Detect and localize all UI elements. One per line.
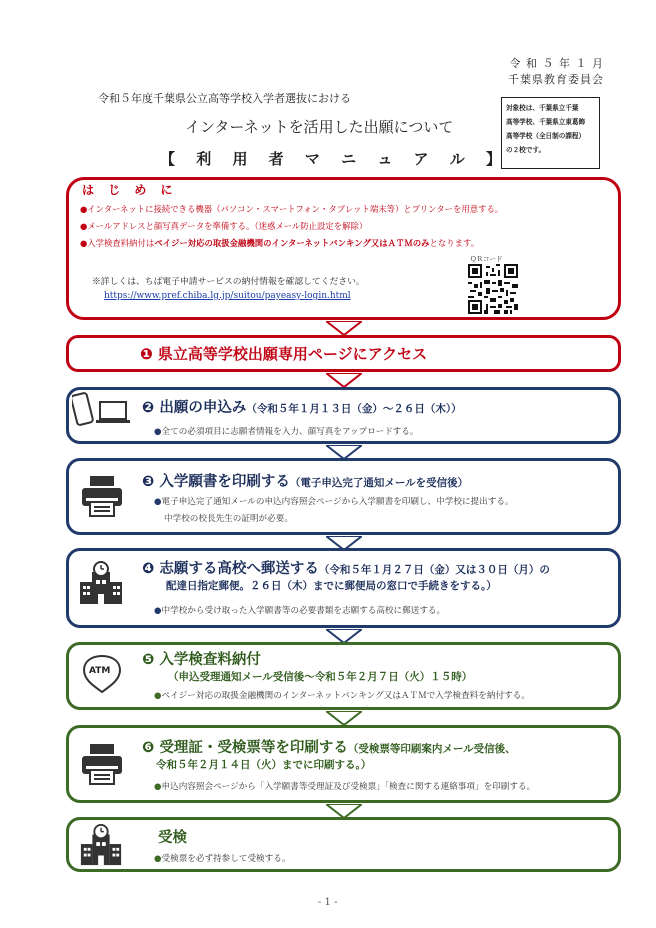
issue-date: 令 和 ５ 年 １ 月 — [509, 57, 604, 70]
devices-icon — [72, 392, 134, 428]
qr-label: ＱＲコード — [470, 255, 503, 263]
printer-icon — [80, 474, 124, 518]
intro-detail-note: ※詳しくは、ちば電子申請サービスの納付情報を確認してください。 — [92, 277, 365, 287]
step3-title: ❸ 入学願書を印刷する（電子申込完了通知メールを受信後） — [142, 474, 469, 490]
flow-arrow-icon — [326, 321, 362, 335]
step7-title: 受検 — [158, 830, 187, 846]
target-schools-note: 対象校は、千葉県立千葉 高等学校、千葉県立東葛飾 高等学校（全日制の課程） の２校です。 — [501, 97, 600, 169]
school-building-icon — [78, 560, 124, 606]
step2-note: ●全ての必須項目に志願者情報を入力、顔写真をアップロードする。 — [154, 427, 419, 437]
step2-title: ❷ 出願の申込み（令和５年１月１３日（金）～２６日（木）） — [142, 400, 462, 416]
subtitle: 令和５年度千葉県公立高等学校入学者選抜における — [98, 92, 351, 105]
step5-title: ❺ 入学検査料納付 — [142, 652, 261, 668]
step7-box — [66, 817, 621, 872]
page-title: インターネットを活用した出願について — [185, 118, 454, 136]
flow-arrow-icon — [326, 629, 362, 643]
flow-arrow-icon — [326, 373, 362, 387]
step4-note: ●中学校から受け取った入学願書等の必要書類を志願する高校に郵送する。 — [154, 606, 446, 616]
intro-bullet-devices: ●インターネットに接続できる機器（パソコン・スマートフォン・タブレット端末等）とプリンターを用意する。 — [80, 204, 504, 214]
step4-title: ❹ 志願する高校へ郵送する（令和５年１月２７日（金）又は３０日（月）の — [142, 561, 550, 577]
page-number: - 1 - — [318, 897, 338, 908]
intro-bullet-email: ●メールアドレスと顔写真データを準備する。（迷惑メール防止設定を解除） — [80, 221, 368, 231]
school-building-icon — [78, 823, 124, 867]
step5-note: ●ペイジー対応の取扱金融機関のインターネットバンキング又はＡＴＭで入学検査料を納付する。 — [154, 691, 530, 701]
step3-note: ●電子申込完了通知メールの申込内容照会ページから入学願書を印刷し、中学校に提出する。 — [154, 497, 514, 507]
issuer: 千葉県教育委員会 — [508, 73, 604, 86]
step4-title-line2: 配達日指定郵便。２６日（木）までに郵便局の窓口で手続きをする。） — [166, 580, 497, 592]
step6-note: ●申込内容照会ページから「入学願書等受理証及び受検票」「検査に関する連絡事項」を印刷する。 — [154, 782, 536, 792]
printer-icon — [80, 742, 124, 786]
atm-icon-label: ATM — [89, 666, 111, 676]
manual-title: 【 利 用 者 マ ニ ュ ア ル 】 — [160, 150, 510, 168]
flow-arrow-icon — [326, 445, 362, 459]
step6-title: ❻ 受理証・受検票等を印刷する（受検票等印刷案内メール受信後、 — [142, 740, 516, 756]
payeasy-link[interactable]: https://www.pref.chiba.lg.jp/suitou/payeasy-login.html — [104, 291, 351, 301]
step5-title-line2: （申込受理通知メール受信後～令和５年２月７日（火）１５時） — [168, 671, 473, 683]
flow-arrow-icon — [326, 804, 362, 818]
step6-title-line2: 令和５年２月１４日（火）までに印刷する。） — [156, 759, 372, 771]
flow-arrow-icon — [326, 711, 362, 725]
step1-title: ❶ 県立高等学校出願専用ページにアクセス — [140, 345, 428, 363]
qr-code-icon[interactable] — [468, 264, 518, 314]
intro-heading: は じ め に — [82, 183, 178, 197]
intro-bullet-payment: ●入学検査料納付はペイジー対応の取扱金融機関のインターネットバンキング又はＡＴＭのみとなります。 — [80, 238, 480, 248]
step7-note: ●受検票を必ず持参して受検する。 — [154, 854, 291, 864]
header-date-block — [508, 56, 604, 88]
step3-note-2: 中学校の校長先生の証明が必要。 — [164, 514, 293, 524]
